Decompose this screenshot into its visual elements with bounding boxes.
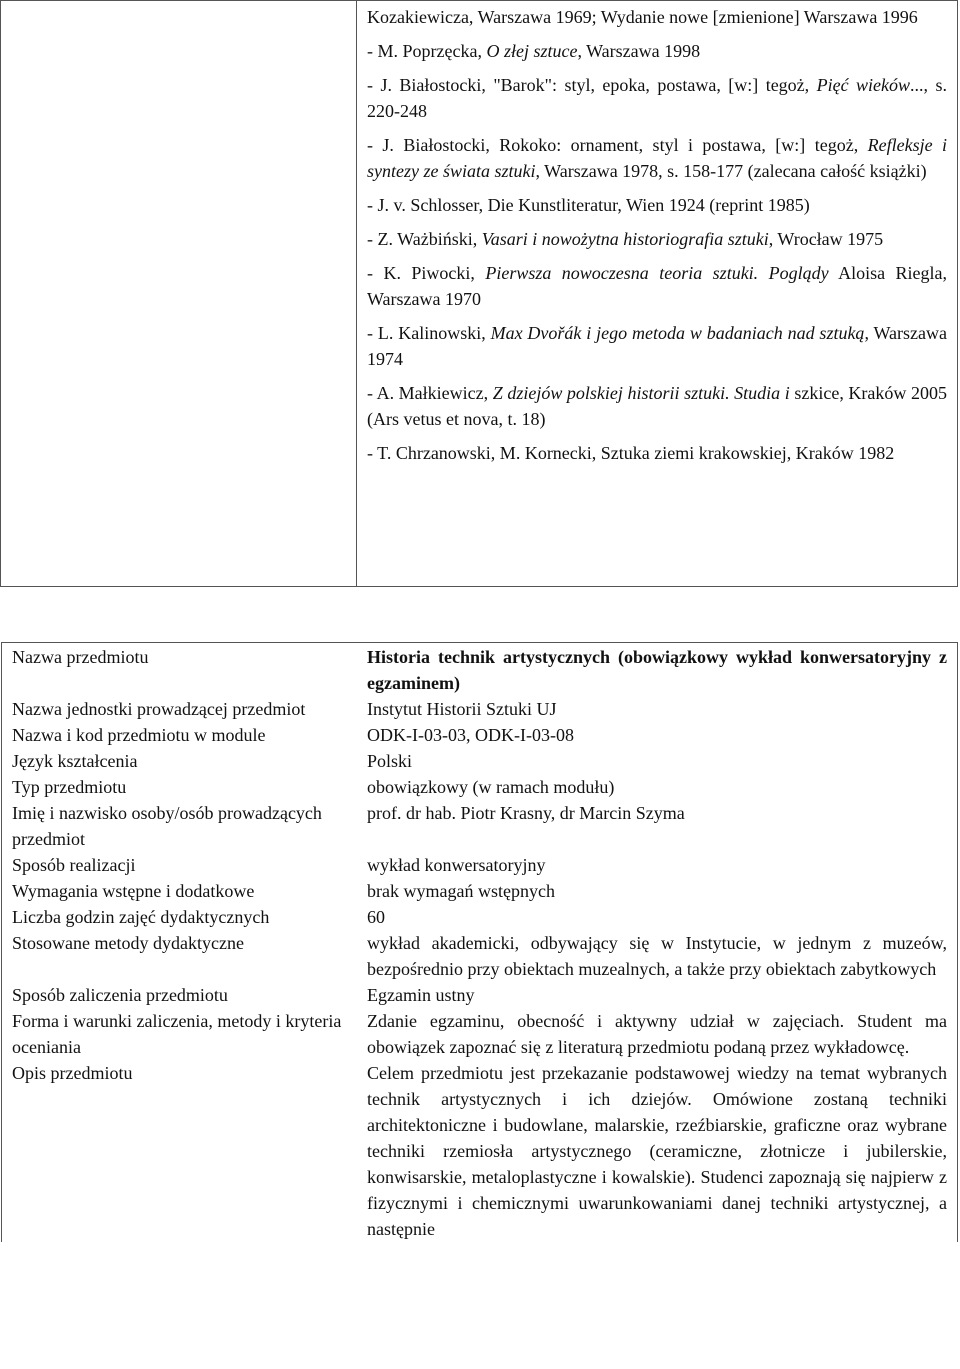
info-value: Polski — [359, 748, 958, 774]
reference-title: Z dziejów polskiej historii sztuki. Studia i — [492, 383, 790, 403]
info-row — [2, 930, 958, 982]
info-label: Nazwa przedmiotu — [2, 643, 360, 697]
reference-item — [367, 226, 947, 252]
reference-text: ..., s. 220-248 — [367, 75, 947, 121]
info-row — [2, 852, 958, 878]
info-label: Forma i warunki zaliczenia, metody i kryteria oceniania — [2, 1008, 360, 1060]
info-value: ODK-I-03-03, ODK-I-03-08 — [359, 722, 958, 748]
reference-item — [367, 132, 947, 184]
reference-item — [367, 320, 947, 372]
reference-item — [367, 192, 947, 218]
info-label: Stosowane metody dydaktyczne — [2, 930, 360, 982]
reference-text: , Warszawa 1974 — [367, 323, 947, 369]
reference-text: - J. v. Schlosser, Die Kunstliteratur, Wien 1924 (reprint 1985) — [367, 195, 810, 215]
reference-text: Aloisa Riegla, Warszawa 1970 — [367, 263, 948, 309]
references-left-cell — [1, 1, 357, 587]
references-table — [0, 0, 958, 587]
reference-text: - J. Białostocki, "Barok": styl, epoka, postawa, [w:] tegoż, — [367, 75, 817, 95]
info-value: Zdanie egzaminu, obecność i aktywny udział w zajęciach. Student ma obowiązek zapoznać się z literaturą przedmiotu podaną przez wykładowcę. — [359, 1008, 958, 1060]
reference-text: - Z. Ważbiński, — [367, 229, 482, 249]
reference-title: Vasari i nowożytna historiografia sztuki — [481, 229, 769, 249]
info-row — [2, 1008, 958, 1060]
info-label: Opis przedmiotu — [2, 1060, 360, 1242]
info-row — [2, 643, 958, 697]
info-row — [2, 878, 958, 904]
info-label: Typ przedmiotu — [2, 774, 360, 800]
reference-item — [367, 440, 947, 466]
info-value: Instytut Historii Sztuki UJ — [359, 696, 958, 722]
info-row — [2, 904, 958, 930]
reference-item — [367, 72, 947, 124]
info-label: Sposób realizacji — [2, 852, 360, 878]
info-value: wykład akademicki, odbywający się w Instytucie, w jednym z muzeów, bezpośrednio przy obiektach muzealnych, a także przy obiektach zabytkowych — [359, 930, 958, 982]
info-label: Sposób zaliczenia przedmiotu — [2, 982, 360, 1008]
info-value: 60 — [359, 904, 958, 930]
reference-item — [367, 38, 947, 64]
references-cell — [357, 1, 958, 587]
reference-text: - J. Białostocki, Rokoko: ornament, styl i postawa, [w:] tegoż, — [367, 135, 868, 155]
reference-item — [367, 260, 947, 312]
info-label: Nazwa jednostki prowadzącej przedmiot — [2, 696, 360, 722]
reference-title: Max Dvořák i jego metoda w badaniach nad sztuką — [490, 323, 865, 343]
info-label: Imię i nazwisko osoby/osób prowadzących przedmiot — [2, 800, 360, 852]
info-label: Wymagania wstępne i dodatkowe — [2, 878, 360, 904]
reference-title: Pięć wieków — [816, 75, 911, 95]
info-value: Egzamin ustny — [359, 982, 958, 1008]
info-label: Liczba godzin zajęć dydaktycznych — [2, 904, 360, 930]
info-row — [2, 748, 958, 774]
info-value: prof. dr hab. Piotr Krasny, dr Marcin Szyma — [359, 800, 958, 852]
info-label: Język kształcenia — [2, 748, 360, 774]
reference-text: - M. Poprzęcka, — [367, 41, 487, 61]
reference-title: Refleksje i syntezy ze świata sztuki — [367, 135, 947, 181]
reference-text: - K. Piwocki, — [367, 263, 486, 283]
info-row — [2, 774, 958, 800]
reference-text: Kozakiewicza, Warszawa 1969; Wydanie nowe [zmienione] Warszawa 1996 — [367, 7, 918, 27]
course-info-table — [1, 642, 958, 1242]
info-row — [2, 722, 958, 748]
reference-text: - T. Chrzanowski, M. Kornecki, Sztuka ziemi krakowskiej, Kraków 1982 — [367, 443, 895, 463]
info-value: Historia technik artystycznych (obowiązkowy wykład konwersatoryjny z egzaminem) — [359, 643, 958, 697]
reference-text: , Warszawa 1978, s. 158-177 (zalecana całość książki) — [535, 161, 927, 181]
info-row — [2, 696, 958, 722]
references-list — [367, 4, 947, 466]
reference-text: szkice, Kraków 2005 (Ars vetus et nova, t. 18) — [367, 383, 947, 429]
reference-title: Pierwsza nowoczesna teoria sztuki. Poglądy — [485, 263, 829, 283]
reference-text: , Warszawa 1998 — [577, 41, 701, 61]
info-row — [2, 800, 958, 852]
info-value: brak wymagań wstępnych — [359, 878, 958, 904]
info-value: wykład konwersatoryjny — [359, 852, 958, 878]
reference-text: - A. Małkiewicz, — [367, 383, 493, 403]
info-value: Celem przedmiotu jest przekazanie podstawowej wiedzy na temat wybranych technik artystycznych i ich dziejów. Omówione zostaną techniki architektoniczne i budowlane, malarskie, rzeźbiarskie, graficzne oraz wybrane techniki rzemiosła artystycznego (ceramiczne, złotnicze i jubilerskie, konwisarskie, metaloplastyczne i kowalskie). Studenci zapoznają się najpierw z fizycznymi i chemicznymi uwarunkowaniami danej techniki artystycznej, a następnie — [359, 1060, 958, 1242]
reference-item — [367, 380, 947, 432]
info-value: obowiązkowy (w ramach modułu) — [359, 774, 958, 800]
info-row — [2, 982, 958, 1008]
reference-text: - L. Kalinowski, — [367, 323, 491, 343]
info-label: Nazwa i kod przedmiotu w module — [2, 722, 360, 748]
reference-title: O złej sztuce — [486, 41, 578, 61]
reference-text: , Wrocław 1975 — [768, 229, 884, 249]
reference-item — [367, 4, 947, 30]
info-row — [2, 1060, 958, 1242]
